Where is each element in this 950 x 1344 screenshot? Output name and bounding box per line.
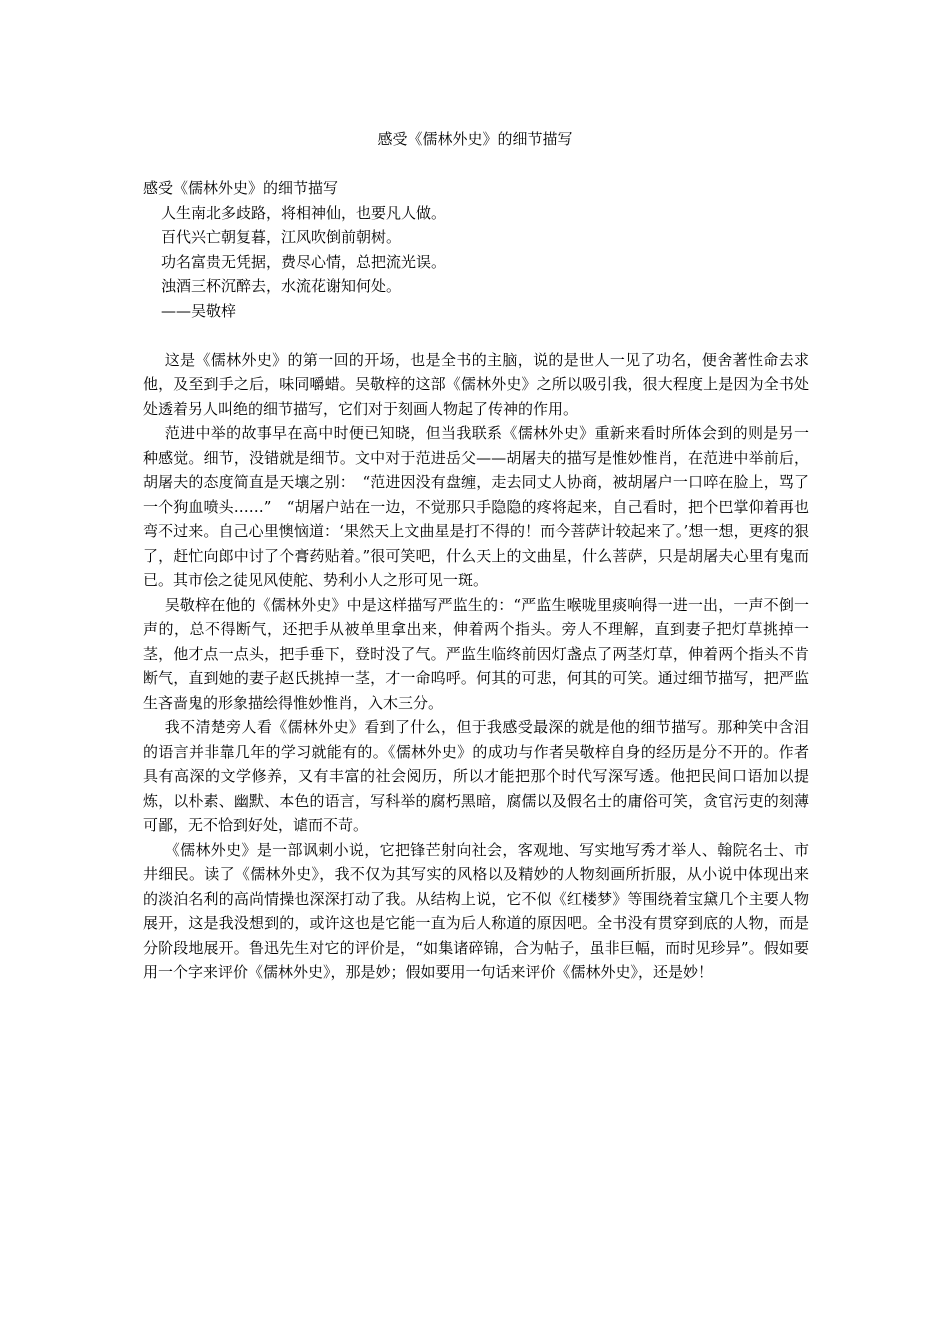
body-paragraph: 我不清楚旁人看《儒林外史》看到了什么，但于我感受最深的就是他的细节描写。那种笑中含泪的语言并非靠几年的学习就能有的。《儒林外史》的成功与作者吴敬梓自身的经历是分不开的。作者具有高深的文学修养，又有丰富的社会阅历，所以才能把那个时代写深写透。他把民间口语加以提炼，以朴素、幽默、本色的语言，写科举的腐朽黑暗，腐儒以及假名士的庸俗可笑，贪官污吏的刻薄可鄙，无不恰到好处，谑而不苛。 <box>143 718 809 834</box>
document-title: 感受《儒林外史》的细节描写 <box>377 130 573 148</box>
body-paragraph: 这是《儒林外史》的第一回的开场，也是全书的主脑，说的是世人一见了功名，便舍著性命去求他，及至到手之后，味同嚼蜡。吴敬梓的这部《儒林外史》之所以吸引我，很大程度上是因为全书处处透着另人叫绝的细节描写，它们对于刻画人物起了传神的作用。 <box>143 350 809 418</box>
document-subtitle: 感受《儒林外史》的细节描写 <box>143 179 339 197</box>
document-body <box>143 176 809 985</box>
poem-attribution: ——吴敬梓 <box>161 301 237 320</box>
body-paragraph: 吴敬梓在他的《儒林外史》中是这样描写严监生的：“严监生喉咙里痰响得一进一出，一声不倒一声的，总不得断气，还把手从被单里拿出来，伸着两个指头。旁人不理解，直到妻子把灯草挑掉一茎，他才点一点头，把手垂下，登时没了气。严监生临终前因灯盏点了两茎灯草，伸着两个指头不肯断气，直到她的妻子赵氏挑掉一茎，才一命呜呼。何其的可悲，何其的可笑。通过细节描写，把严监生吝啬鬼的形象描绘得惟妙惟肖，入木三分。 <box>143 595 809 712</box>
poem-line: 人生南北多歧路，将相神仙，也要凡人做。 <box>161 203 447 222</box>
body-paragraph: 范进中举的故事早在高中时便已知晓，但当我联系《儒林外史》重新来看时所体会到的则是另一种感觉。细节，没错就是细节。文中对于范进岳父——胡屠夫的描写是惟妙惟肖，在范进中举前后，胡屠夫的态度简直是天壤之别： “范进因没有盘缠，走去同丈人协商，被胡屠户一口啐在脸上，骂了一个狗血喷头……” “胡屠户站在一边，不觉那只手隐隐的疼将起来，自己看时，把个巴掌仰着再也弯不过来。自己心里懊恼道：‘果然天上文曲星是打不得的！而今菩萨计较起来了。’想一想，更疼的狠了，赶忙向郎中讨了个膏药贴着。”很可笑吧，什么天上的文曲星，什么菩萨，只是胡屠夫心里有鬼而已。其市侩之徒见风使舵、势利小人之形可见一斑。 <box>143 424 809 589</box>
blank-line <box>143 323 809 348</box>
poem-line: 百代兴亡朝复暮，江风吹倒前朝树。 <box>161 228 402 246</box>
poem-line: 浊酒三杯沉醉去，水流花谢知何处。 <box>161 277 402 295</box>
body-paragraph: 《儒林外史》是一部讽刺小说，它把锋芒射向社会，客观地、写实地写秀才举人、翰院名士、市井细民。读了《儒林外史》，我不仅为其写实的风格以及精妙的人物刻画所折服，从小说中体现出来的淡泊名利的高尚情操也深深打动了我。从结构上说，它不似《红楼梦》等围绕着宝黛几个主要人物展开，这是我没想到的，或许这也是它能一直为后人称道的原因吧。全书没有贯穿到底的人物，而是分阶段地展开。鲁迅先生对它的评价是，“如集诸碎锦，合为帖子，虽非巨幅，而时见珍异”。假如要用一个字来评价《儒林外史》，那是妙；假如要用一句话来评价《儒林外史》，还是妙！ <box>143 840 809 981</box>
poem-line: 功名富贵无凭据，费尽心情，总把流光误。 <box>161 252 447 271</box>
